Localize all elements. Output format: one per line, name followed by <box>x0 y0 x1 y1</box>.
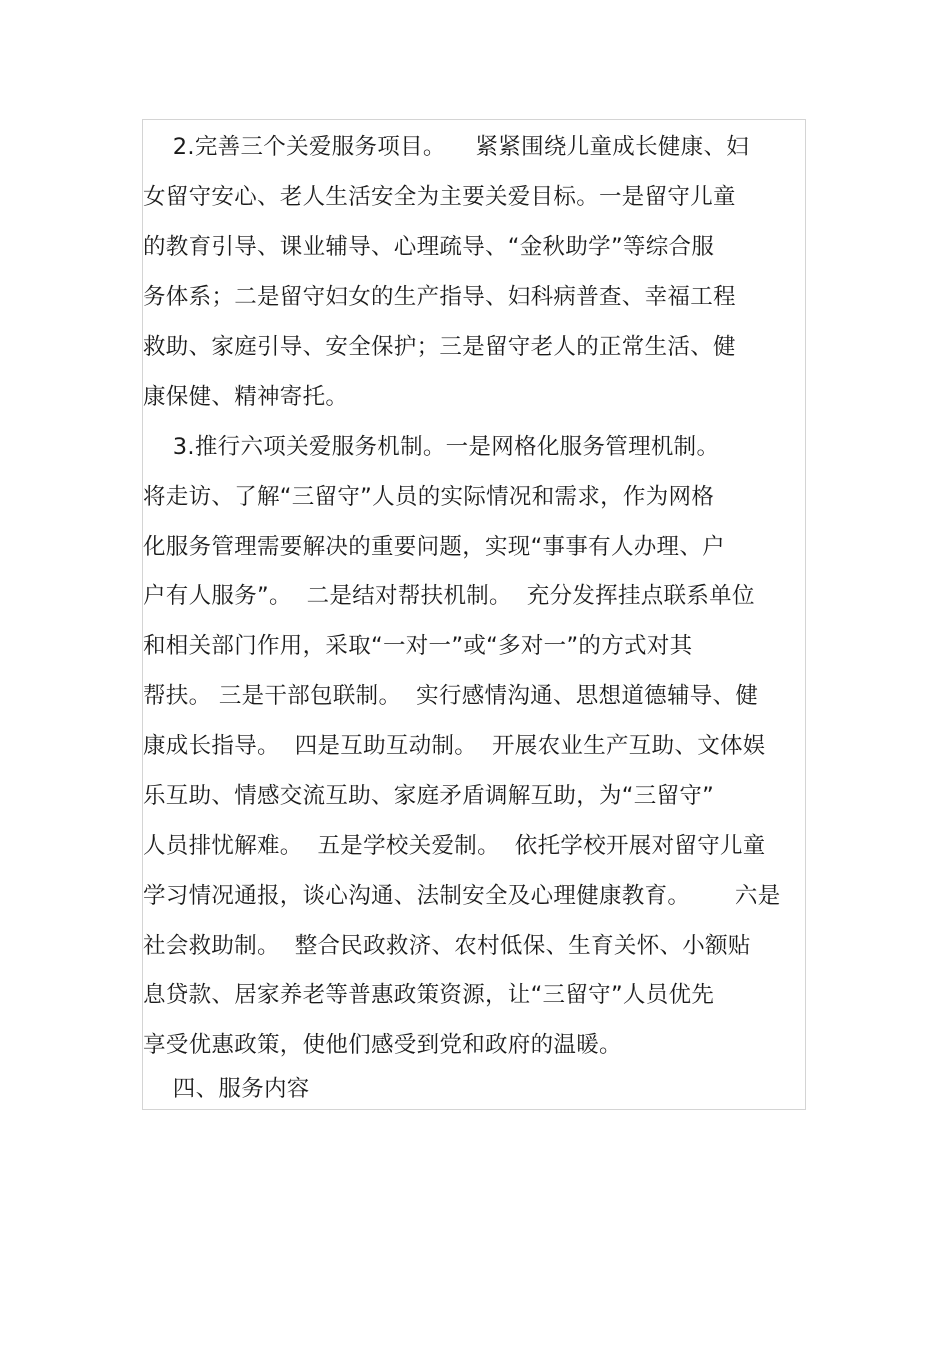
text-line: 女留守安心、老人生活安全为主要关爱目标。一是留守儿童 <box>143 184 736 210</box>
text-line: 康成长指导。 四是互助互动制。 开展农业生产互助、文体娱 <box>143 733 766 759</box>
text-line: 和相关部门作用，采取“一对一”或“多对一”的方式对其 <box>143 633 693 659</box>
text-line: 3.推行六项关爱服务机制。一是网格化服务管理机制。 <box>143 434 720 460</box>
text-line: 2.完善三个关爱服务项目。 紧紧围绕儿童成长健康、妇 <box>143 134 750 160</box>
text-line: 人员排忧解难。 五是学校关爱制。 依托学校开展对留守儿童 <box>143 833 766 859</box>
text-line: 享受优惠政策，使他们感受到党和政府的温暖。 <box>143 1032 622 1058</box>
text-line: 化服务管理需要解决的重要问题，实现“事事有人办理、户 <box>143 534 725 560</box>
text-line: 救助、家庭引导、安全保护；三是留守老人的正常生活、健 <box>143 334 736 360</box>
text-line: 的教育引导、课业辅导、心理疏导、“金秋助学”等综合服 <box>143 234 715 260</box>
text-line: 务体系；二是留守妇女的生产指导、妇科病普查、幸福工程 <box>143 284 736 310</box>
text-line: 康保健、精神寄托。 <box>143 384 349 410</box>
text-line: 帮扶。 三是干部包联制。 实行感情沟通、思想道德辅导、健 <box>143 683 759 709</box>
text-line: 学习情况通报，谈心沟通、法制安全及心理健康教育。 六是 <box>143 883 781 909</box>
text-line: 息贷款、居家养老等普惠政策资源，让“三留守”人员优先 <box>143 982 715 1008</box>
text-line: 将走访、了解“三留守”人员的实际情况和需求，作为网格 <box>143 484 715 510</box>
section-heading: 四、服务内容 <box>143 1076 310 1102</box>
text-line: 户有人服务”。 二是结对帮扶机制。 充分发挥挂点联系单位 <box>143 583 755 609</box>
text-line: 乐互助、情感交流互助、家庭矛盾调解互助，为“三留守” <box>143 783 715 809</box>
text-line: 社会救助制。 整合民政救济、农村低保、生育关怀、小额贴 <box>143 933 751 959</box>
